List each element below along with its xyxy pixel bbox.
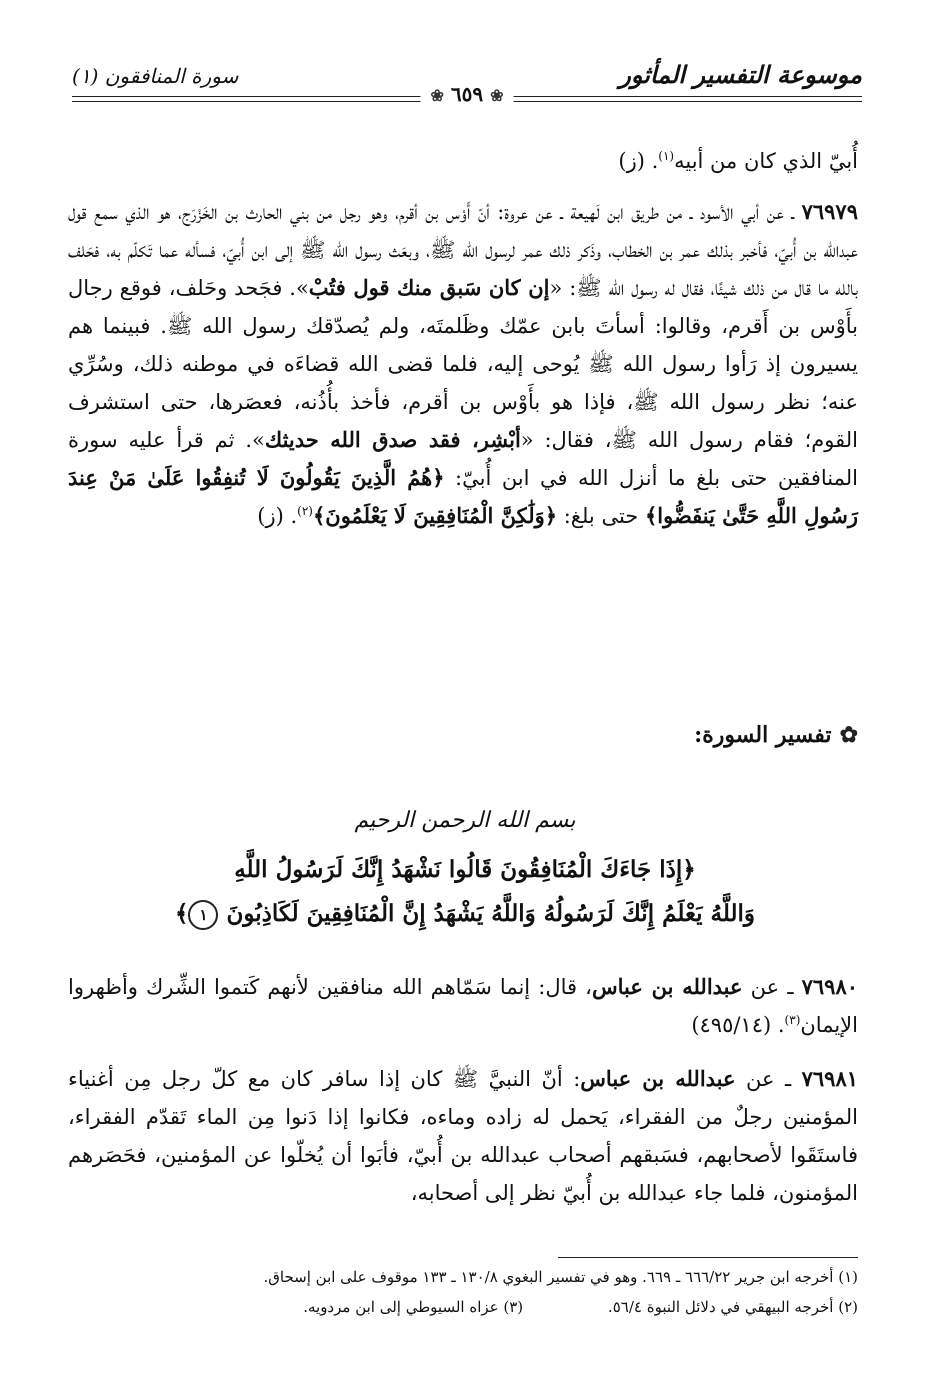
section-heading — [694, 722, 858, 748]
ornament-icon: ❀ — [490, 86, 504, 105]
book-title: موسوعة التفسير المأثور — [619, 60, 862, 89]
hadith-number: ٧٦٩٨٠ — [801, 974, 859, 999]
footnote-1: (١) أخرجه ابن جرير ٦٦٦/٢٢ ـ ٦٦٩. وهو في تفسير البغوي ١٣٠/٨ ـ ١٣٣ موقوف على ابن إسحاق. — [263, 1268, 858, 1286]
page-number-box — [421, 82, 514, 106]
footnote-3: (٣) عزاه السيوطي إلى ابن مردويه. — [303, 1298, 524, 1316]
hadith-text: ـ عن أبي الأسود ـ من طريق ابن لَهيعة ـ عن عروة: أنّ أَوْس بن أقرم، وهو رجل من بني الحارث بن الخَزْرَج، هو الذي سمع قول عبدالله بن أُبيّ، فأخبر بذلك عمر بن الخطاب، وذَكر ذلك عمر لرسول الله ﷺ، وبعَث رسول الله ﷺ إلى ابن أُبيّ، فسأله عما تَكلّم به، فحَلف بالله ما قال من ذلك شيئًا، فقال له رسول الله ﷺ: « — [68, 200, 858, 300]
prophet-saying: أبْشِر، فقد صدق الله حديثك — [264, 427, 521, 452]
source-tag: . (٤٩٥/١٤) — [691, 1013, 785, 1037]
intro-paragraph — [68, 142, 858, 180]
verse-line-1: ﴿إِذَا جَاءَكَ الْمُنَافِقُونَ قَالُوا نَشْهَدُ إِنَّكَ لَرَسُولُ اللَّهِ — [234, 856, 696, 883]
prophet-saying: إن كان سَبق منك قول فتُبْ — [308, 275, 550, 300]
surah-title: سورة المنافقون (١) — [72, 64, 239, 88]
hadith-text: ـ عن — [742, 975, 802, 999]
verse-close: ﴾ — [175, 900, 189, 927]
hadith-number: ٧٦٩٧٩ — [801, 199, 858, 224]
footnote-ref[interactable]: (٢) — [297, 504, 313, 518]
hadith-text: : أنّ النبيَّ ﷺ كان إذا سافر كان مع كلّ رجل مِن أغنياء المؤمنين رجلٌ من الفقراء، يَحمل له زاده وماءه، فكانوا إذا دَنوا مِن الماء تَقدّم الفقراء، فاستَقَوا لأصحابهم، فسَبقهم أصحاب عبدالله بن أُبيّ، فأبَوا أن يُخلّوا عن المؤمنين، فحَصَرهم المؤمنون، فلما جاء عبدالله بن أُبيّ نظر إلى أصحابه، — [68, 1067, 858, 1205]
basmala: بسم الله الرحمن الرحيم — [354, 808, 576, 833]
hadith-text: حتى بلغ: — [557, 504, 645, 528]
page-header — [72, 58, 862, 106]
hadith-number: ٧٦٩٨١ — [801, 1066, 859, 1091]
hadith-text: ـ عن — [735, 1067, 802, 1091]
footnote-divider — [558, 1257, 858, 1258]
ornament-icon: ❀ — [430, 86, 444, 105]
quran-quote: ﴿وَلَٰكِنَّ الْمُنَافِقِينَ لَا يَعْلَمُونَ﴾ — [312, 503, 558, 528]
hadith-76979 — [68, 193, 858, 535]
hadith-76981 — [68, 1060, 858, 1212]
page-number: ٦٥٩ — [450, 82, 484, 106]
section-heading-text: تفسير السورة: — [694, 722, 832, 748]
footnote-ref[interactable]: (٣) — [784, 1013, 801, 1027]
footnote-2: (٢) أخرجه البيهقي في دلائل النبوة ٥٦/٤. — [607, 1298, 858, 1316]
intro-text: أُبيّ الذي كان من أبيه — [674, 149, 858, 173]
footnote-row-2 — [68, 1292, 858, 1322]
flower-ornament-icon: ✿ — [839, 722, 858, 748]
hadith-text: ، قال: إنما سَمّاهم الله منافقين لأنهم كَتموا الشِّرك وأظهروا الإيمان — [68, 975, 858, 1037]
quran-quote: ﴿هُمُ الَّذِينَ يَقُولُونَ لَا تُنفِقُوا عَلَىٰ مَنْ عِندَ رَسُولِ اللَّهِ حَتَّىٰ يَنفَضُّوا﴾ — [68, 465, 858, 528]
narrator: عبدالله بن عباس — [580, 1066, 736, 1091]
source-tag: . (ز) — [257, 504, 298, 528]
hadith-76980 — [68, 968, 858, 1044]
footnotes — [68, 1262, 858, 1322]
footnote-ref[interactable]: (١) — [658, 149, 675, 163]
narrator: عبدالله بن عباس — [591, 974, 743, 999]
hadith-text: ». فجَحد وحَلف، فوقع رجال بأَوْس بن أَقرم، وقالوا: أسأتَ بابن عمّك وظَلمتَه، ولم يُصدّقك رسول الله ﷺ. فبينما هم يسيرون إذ رَأوا رسول الله ﷺ يُوحى إليه، فلما قضى الله قضاءَه في موطنه ذلك، وسُرِّي عنه؛ نظر رسول الله ﷺ، فإذا هو بأَوْس بن أقرم، فأخذ بأُذُنه، فعصَرها، حتى استشرف القوم؛ فقام رسول الله ﷺ، فقال: « — [68, 276, 859, 452]
verse-text: وَاللَّهُ يَعْلَمُ إِنَّكَ لَرَسُولُهُ وَاللَّهُ يَشْهَدُ إِنَّ الْمُنَافِقِينَ لَكَاذِبُونَ — [226, 900, 755, 927]
source-tag: . (ز) — [618, 149, 659, 173]
hadith-text: ». ثم قرأ عليه سورة المنافقين حتى بلغ ما أنزل الله في ابن أُبيّ: — [68, 428, 858, 490]
ayah-number-icon: ١ — [188, 900, 218, 930]
verse-line-2 — [0, 900, 930, 930]
